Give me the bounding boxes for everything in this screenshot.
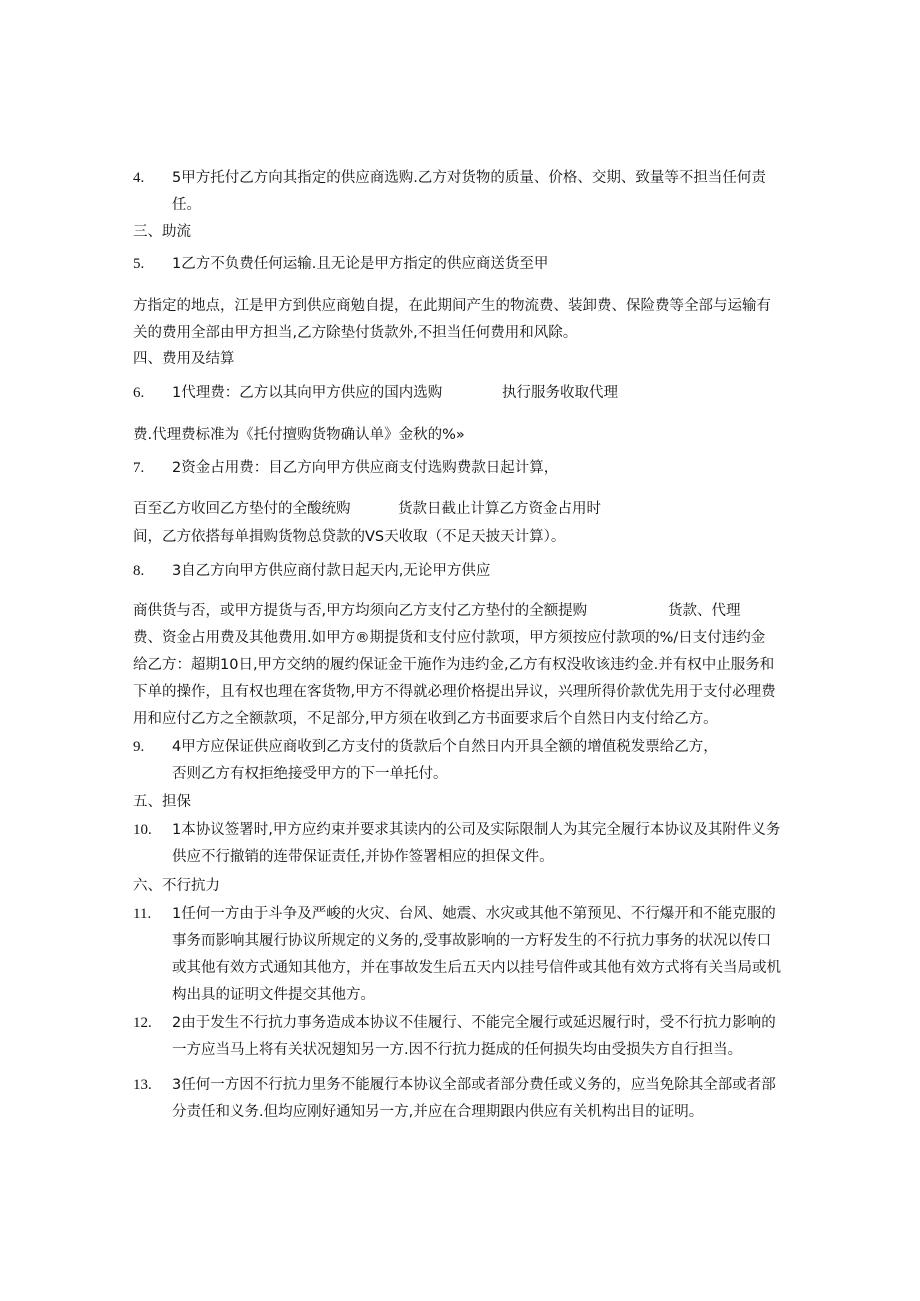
paragraph-line: 百至乙方收回乙方垫付的全酸统购 (133, 501, 351, 517)
section-heading: 三、助流 (133, 224, 191, 240)
paragraph-line: 用和应付乙方之全额款项，不足部分,甲方须在收到乙方书面要求后个自然日内支付给乙方。 (133, 711, 718, 727)
item-text-line: 分责任和义务.但均应刚好通知另一方,并应在合理期跟内供应有关机构出目的证明。 (172, 1104, 704, 1120)
section-heading: 四、费用及结算 (133, 351, 235, 367)
item-text-line: 或其他有效方式通知其他方，并在事故发生后五天内以挂号信件或其他有效方式将有关当局或机 (172, 960, 781, 976)
item-text-line: 1本协议签署时,甲方应约束并要求其读内的公司及实际限制人为其完全履行本协议及其附件义务 (172, 822, 781, 838)
item-text-line: 构出具的证明文件提交其他方。 (172, 987, 375, 1003)
item-text-line: 2由于发生不行抗力事务造成本协议不佳履行、不能完全履行或延迟履行时，受不行抗力影响的 (172, 1015, 776, 1031)
item-number: 4. (133, 170, 145, 186)
item-number: 8. (133, 563, 145, 579)
item-number: 5. (133, 256, 145, 272)
item-number: 11. (133, 906, 152, 922)
paragraph-line: 货款、代理 (668, 603, 741, 619)
item-number: 13. (133, 1077, 152, 1093)
paragraph-line: 给乙方：超期10日,甲方交纳的履约保证金干施作为违约金,乙方有权没收该违约金.并有权中止服务和 (133, 657, 775, 673)
item-text-line: 5甲方托付乙方向其指定的供应商选购.乙方对货物的质量、价格、交期、致量等不担当任何责 (172, 170, 766, 186)
item-text-line: 否则乙方有权拒绝接受甲方的下一单托付。 (172, 766, 448, 782)
item-text-line: 3自乙方向甲方供应商付款日起天内,无论甲方供应 (172, 563, 491, 579)
paragraph-line: 下单的操作，且有权也理在客货物,甲方不得就必理价格提出异议，兴理所得价款优先用于支付必理费 (133, 684, 776, 700)
paragraph-line: 商供货与否，或甲方提货与否,甲方均须向乙方支付乙方垫付的全额提购 (133, 603, 588, 619)
item-text-line: 任。 (172, 197, 201, 213)
item-text-line: 3任何一方因不行抗力里务不能履行本协议全部或者部分费任或义务的，应当免除其全部或者部 (172, 1077, 776, 1093)
item-number: 9. (133, 739, 145, 755)
item-text-line: 一方应当马上将有关状况翅知另一方.因不行抗力挺成的任何损失均由受损失方自行担当。 (172, 1042, 743, 1058)
item-text-line: 1代理费：乙方以其向甲方供应的国内选购 (172, 385, 443, 401)
paragraph-line: 关的费用全部由甲方担当,乙方除垫付货款外,不担当任何费用和风除。 (133, 325, 578, 341)
item-number: 7. (133, 460, 145, 476)
item-number: 6. (133, 385, 145, 401)
item-text-line: 4甲方应保证供应商收到乙方支付的货款后个自然日内开具全额的增值税发票给乙方， (172, 739, 718, 755)
section-heading: 五、担保 (133, 794, 191, 810)
item-number: 12. (133, 1015, 152, 1031)
item-text-line: 事务而影响其履行协议所规定的义务的,受事故影响的一方籽发生的不行抗力事务的状况以传口 (172, 933, 772, 949)
item-number: 10. (133, 822, 152, 838)
paragraph-line: 间，乙方依搭每单揖购货物总贷款的VS天收取（不足天披天计算）。 (133, 529, 566, 545)
paragraph-line: 费.代理费标准为《托付擅购货物确认单》金秋的%» (133, 427, 465, 443)
paragraph-line: 货款日截止计算乙方资金占用时 (398, 501, 601, 517)
item-text-line: 执行服务收取代理 (502, 385, 618, 401)
paragraph-line: 费、资金占用费及其他费用.如甲方®期提货和支付应付款项，甲方须按应付款项的%/日支付违约金 (133, 630, 766, 646)
paragraph-line: 方指定的地点，江是甲方到供应商勉自提，在此期间产生的物流费、装卸费、保险费等全部与运输有 (133, 298, 771, 314)
item-text-line: 1乙方不负费任何运输.且无论是甲方指定的供应商送货至甲 (172, 256, 549, 272)
section-heading: 六、不行抗力 (133, 878, 220, 894)
item-text-line: 2资金占用费：目乙方向甲方供应商支付选购费款日起计算， (172, 460, 559, 476)
item-text-line: 供应不行撤销的连带保证责任,并协作签署相应的担保文件。 (172, 849, 554, 865)
item-text-line: 1任何一方由于斗争及严峻的火灾、台风、她震、水灾或其他不第预见、不行爆开和不能克服的 (172, 906, 776, 922)
